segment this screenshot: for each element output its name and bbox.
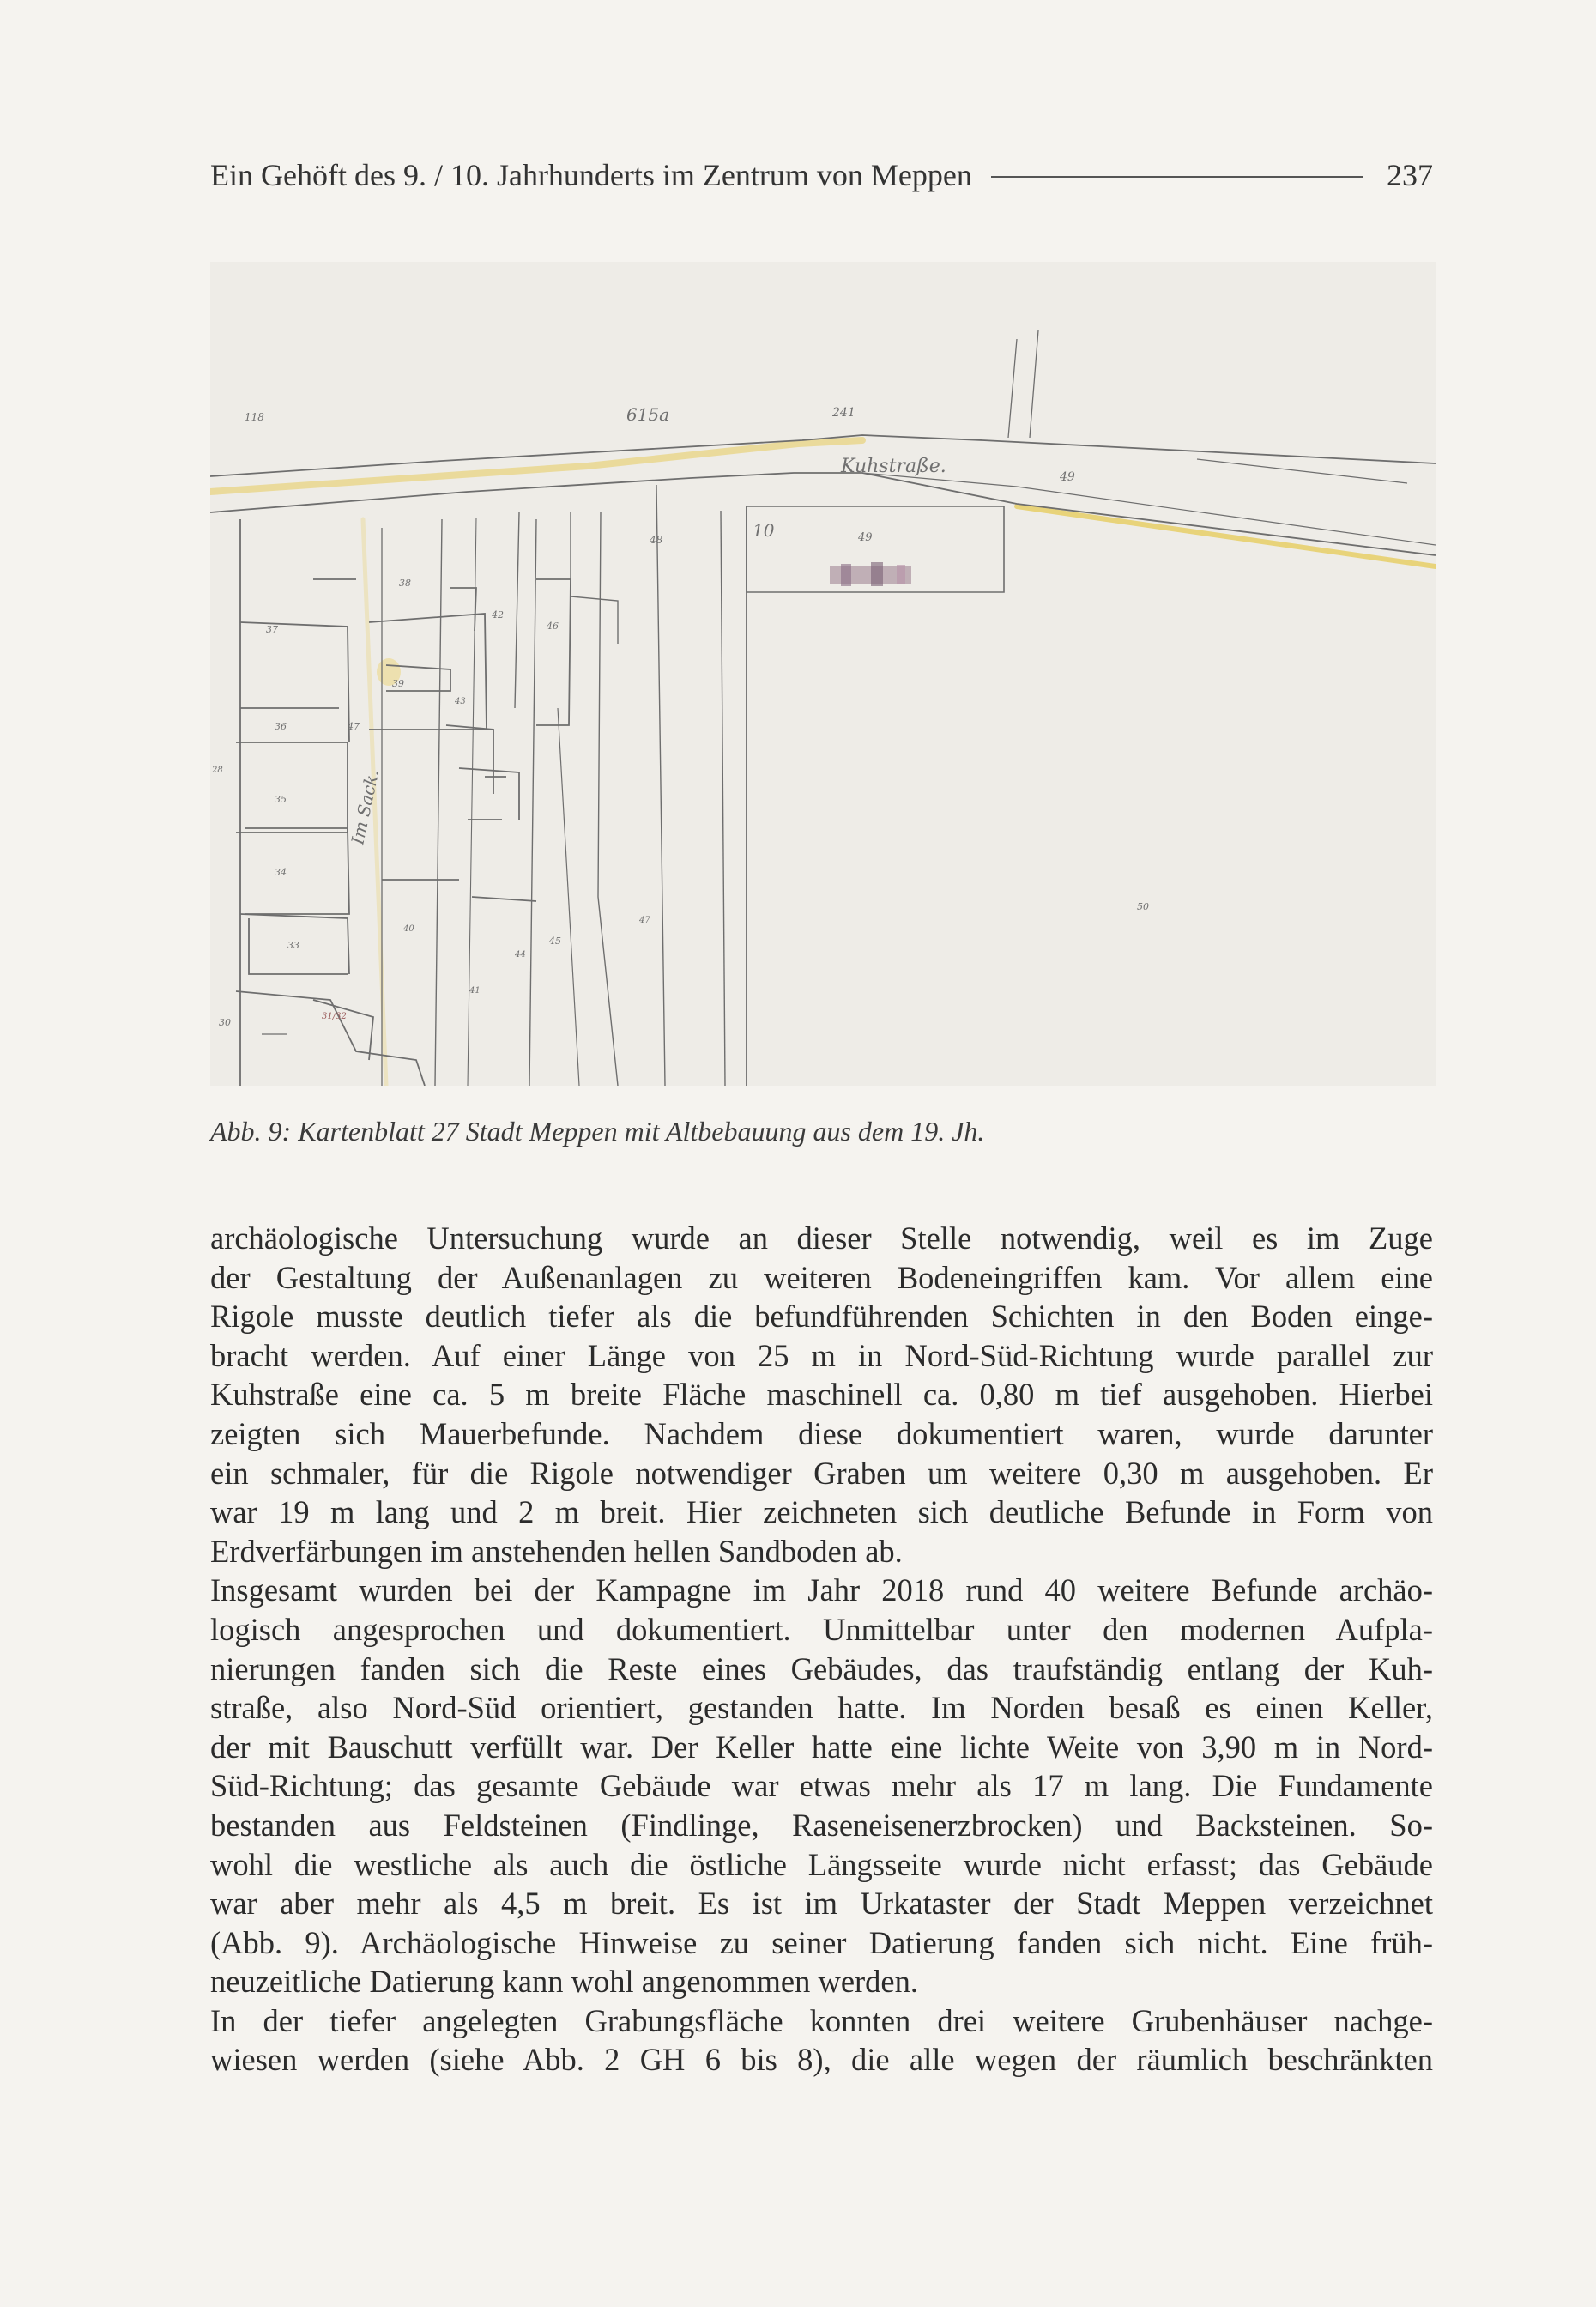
map-label-parcel-49b: 49 (858, 531, 873, 544)
body-line: bestanden aus Feldsteinen (Findlinge, Raseneisenerzbrocken) und Backsteinen. So- (210, 1807, 1433, 1843)
map-label-parcel-42: 42 (492, 609, 504, 621)
map-label-parcel-39: 39 (392, 678, 404, 689)
map-label-parcel-33: 33 (287, 940, 299, 951)
body-line: war 19 m lang und 2 m breit. Hier zeichneten sich deutliche Befunde in Form von (210, 1494, 1433, 1530)
map-label-parcel-31-32: 31/32 (322, 1012, 347, 1021)
map-label-street-kuhstrasse: Kuhstraße. (841, 456, 946, 477)
map-label-parcel-241: 241 (832, 406, 855, 420)
map-label-parcel-37: 37 (266, 624, 278, 635)
map-label-parcel-50: 50 (1137, 901, 1149, 912)
map-label-parcel-47b: 47 (639, 916, 650, 925)
body-line: Insgesamt wurden bei der Kampagne im Jahr 2018 rund 40 weitere Befunde archäo- (210, 1572, 1433, 1608)
body-line: bracht werden. Auf einer Länge von 25 m in Nord-Süd-Richtung wurde parallel zur (210, 1337, 1433, 1373)
body-line: In der tiefer angelegten Grabungsfläche konnten drei weitere Grubenhäuser nachge- (210, 2002, 1433, 2038)
header-rule (991, 176, 1363, 178)
body-line: straße, also Nord-Süd orientiert, gestanden hatte. Im Norden besaß es einen Keller, (210, 1690, 1433, 1726)
map-label-parcel-49a: 49 (1060, 470, 1075, 484)
map-label-parcel-28: 28 (212, 766, 223, 775)
body-line: nierungen fanden sich die Reste eines Gebäudes, das traufständig entlang der Kuh- (210, 1650, 1433, 1686)
map-label-parcel-43: 43 (455, 697, 466, 706)
figure-caption: Abb. 9: Kartenblatt 27 Stadt Meppen mit Altbebauung aus dem 19. Jh. (210, 1116, 985, 1147)
map-label-parcel-38: 38 (399, 578, 411, 589)
map-label-parcel-118: 118 (245, 411, 264, 423)
map-label-parcel-41: 41 (469, 986, 481, 996)
map-label-parcel-35: 35 (275, 794, 287, 805)
body-line: Kuhstraße eine ca. 5 m breite Fläche maschinell ca. 0,80 m tief ausgehoben. Hierbei (210, 1377, 1433, 1413)
body-line: wohl die westliche als auch die östliche Längsseite wurde nicht erfasst; das Gebäude (210, 1846, 1433, 1882)
map-label-parcel-30: 30 (219, 1017, 231, 1028)
map-label-parcel-10: 10 (753, 520, 775, 541)
map-figure (210, 262, 1436, 1086)
running-header (210, 153, 1433, 197)
cadastral-map (210, 262, 1436, 1086)
map-label-parcel-34: 34 (275, 867, 287, 878)
map-label-street-im-sack: Im Sack. (347, 767, 384, 847)
body-text (210, 1219, 1433, 2080)
page-number: 237 (1387, 158, 1433, 192)
body-line: ein schmaler, für die Rigole notwendiger Graben um weitere 0,30 m ausgehoben. Er (210, 1455, 1433, 1491)
body-line: Süd-Richtung; das gesamte Gebäude war etwas mehr als 17 m lang. Die Fundamente (210, 1768, 1433, 1804)
body-line: der mit Bauschutt verfüllt war. Der Keller hatte eine lichte Weite von 3,90 m in Nord- (210, 1729, 1433, 1765)
map-label-parcel-48: 48 (650, 534, 663, 546)
body-line: der Gestaltung der Außenanlagen zu weiteren Bodeneingriffen kam. Vor allem eine (210, 1259, 1433, 1295)
running-header-title: Ein Gehöft des 9. / 10. Jahrhunderts im Zentrum von Meppen (210, 158, 972, 192)
map-label-parcel-615a: 615a (626, 404, 670, 425)
map-label-parcel-36: 36 (275, 721, 287, 732)
body-line: Rigole musste deutlich tiefer als die befundführenden Schichten in den Boden einge- (210, 1299, 1433, 1335)
body-line: neuzeitliche Datierung kann wohl angenommen werden. (210, 1964, 919, 2000)
body-line: logisch angesprochen und dokumentiert. Unmittelbar unter den modernen Aufpla- (210, 1611, 1433, 1647)
body-line: Erdverfärbungen im anstehenden hellen Sandboden ab. (210, 1533, 903, 1569)
map-label-parcel-40: 40 (403, 924, 414, 934)
body-line: archäologische Untersuchung wurde an dieser Stelle notwendig, weil es im Zuge (210, 1220, 1433, 1256)
body-line: zeigten sich Mauerbefunde. Nachdem diese dokumentiert waren, wurde darunter (210, 1415, 1433, 1451)
map-label-parcel-45: 45 (549, 936, 561, 947)
map-label-parcel-47: 47 (348, 721, 360, 732)
map-label-parcel-44: 44 (515, 950, 526, 960)
body-line: (Abb. 9). Archäologische Hinweise zu seiner Datierung fanden sich nicht. Eine früh- (210, 1924, 1433, 1960)
body-line: wiesen werden (siehe Abb. 2 GH 6 bis 8), die alle wegen der räumlich beschränkten (210, 2042, 1433, 2078)
body-line: war aber mehr als 4,5 m breit. Es ist im Urkataster der Stadt Meppen verzeichnet (210, 1886, 1433, 1922)
map-label-parcel-46: 46 (547, 621, 559, 632)
